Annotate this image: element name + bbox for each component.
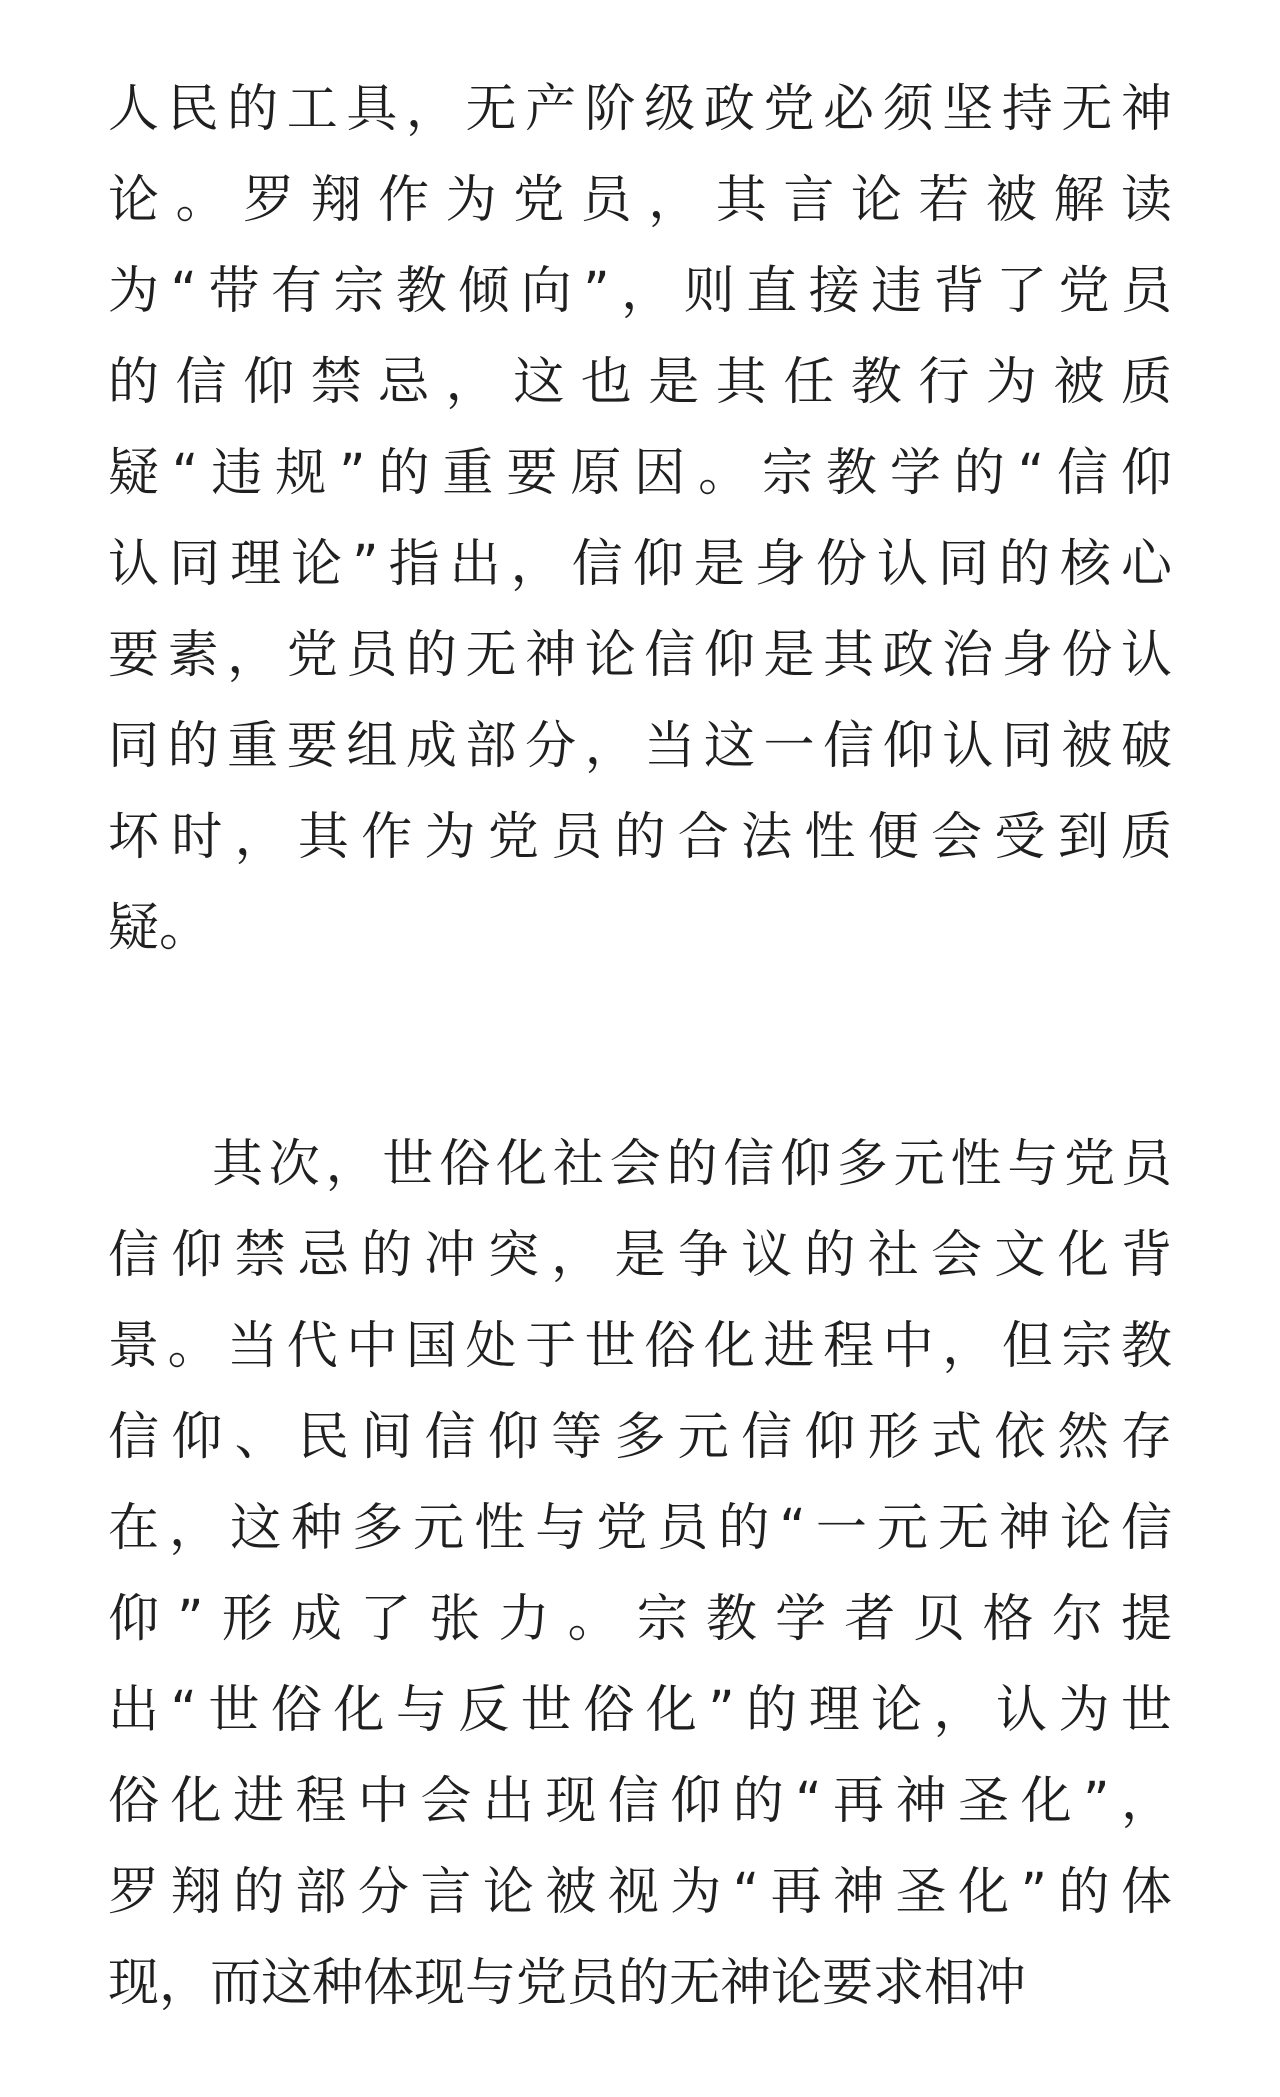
text-line: 坏时，其作为党员的合法性便会受到质 bbox=[108, 808, 1172, 867]
text-line: 疑“违规”的重要原因。宗教学的“信仰 bbox=[108, 444, 1172, 503]
text-line: 的信仰禁忌，这也是其任教行为被质 bbox=[108, 353, 1172, 412]
text-line: 出“世俗化与反世俗化”的理论，认为世 bbox=[108, 1681, 1172, 1740]
text-line: 其次，世俗化社会的信仰多元性与党员 bbox=[212, 1135, 1172, 1194]
paragraph-1 bbox=[108, 64, 1172, 974]
text-line: 现，而这种体现与党员的无神论要求相冲 bbox=[108, 1954, 1027, 2013]
paragraph-spacer bbox=[108, 974, 1172, 1119]
text-line: 人民的工具，无产阶级政党必须坚持无神 bbox=[108, 80, 1172, 139]
text-line: 信仰、民间信仰等多元信仰形式依然存 bbox=[108, 1408, 1172, 1467]
paragraph-2 bbox=[108, 1119, 1172, 2029]
text-line: 疑。 bbox=[108, 899, 211, 958]
text-line: 在，这种多元性与党员的“一元无神论信 bbox=[108, 1499, 1172, 1558]
text-line: 论。罗翔作为党员，其言论若被解读 bbox=[108, 171, 1172, 230]
text-line: 同的重要组成部分，当这一信仰认同被破 bbox=[108, 717, 1172, 776]
text-line: 要素，党员的无神论信仰是其政治身份认 bbox=[108, 626, 1172, 685]
text-line: 仰”形成了张力。宗教学者贝格尔提 bbox=[108, 1590, 1172, 1649]
text-line: 信仰禁忌的冲突，是争议的社会文化背 bbox=[108, 1226, 1172, 1285]
text-line: 罗翔的部分言论被视为“再神圣化”的体 bbox=[108, 1863, 1172, 1922]
text-line: 为“带有宗教倾向”，则直接违背了党员 bbox=[108, 262, 1172, 321]
text-line: 认同理论”指出，信仰是身份认同的核心 bbox=[108, 535, 1172, 594]
article-body bbox=[108, 64, 1172, 2029]
text-line: 景。当代中国处于世俗化进程中，但宗教 bbox=[108, 1317, 1172, 1376]
text-line: 俗化进程中会出现信仰的“再神圣化”， bbox=[108, 1772, 1172, 1831]
